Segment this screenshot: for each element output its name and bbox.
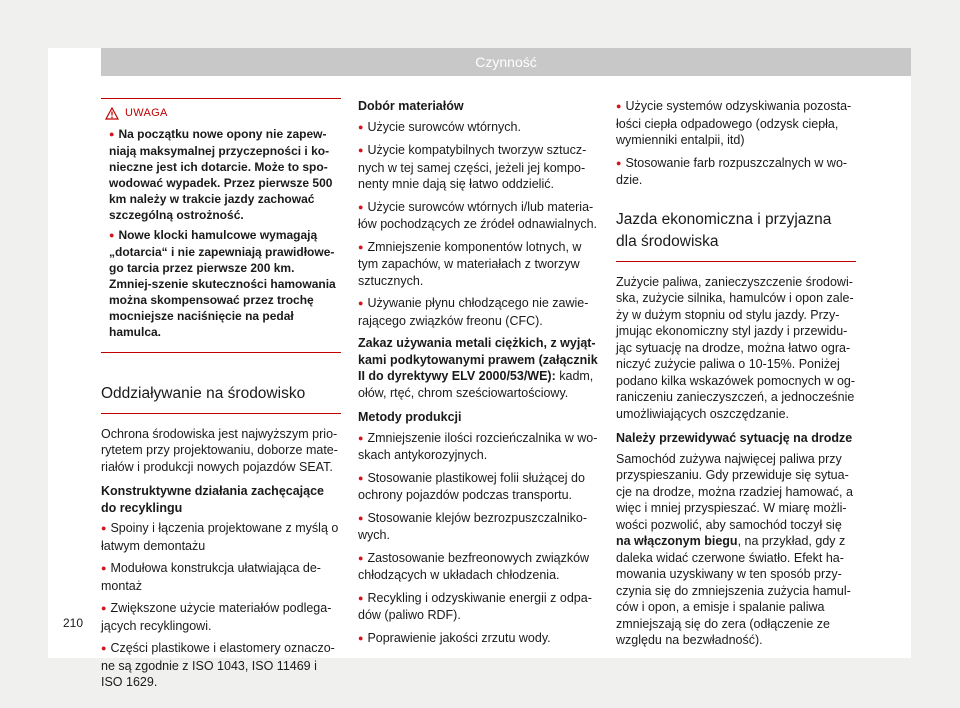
bullet-icon: ● (358, 432, 364, 443)
page-number: 210 (63, 616, 84, 630)
list-item-text: Zwiększone użycie materiałów podlega-jących recyklingowi. (101, 601, 332, 633)
list-item-text: Spoiny i łączenia projektowane z myślą o łatwym demontażu (101, 521, 339, 553)
bullet-icon: ● (358, 121, 364, 132)
bullet-icon: ● (358, 241, 364, 252)
list-item (358, 142, 598, 193)
paragraph-bold: na włączonym biegu (616, 534, 738, 548)
subheading-methods: Metody produkcji (358, 410, 462, 424)
list-item (358, 590, 598, 624)
list-item (358, 119, 598, 137)
warning-item (101, 126, 337, 223)
list-item-text: Zmniejszenie komponentów lotnych, w tym zapachów, w materiałach z tworzyw sztucznych. (358, 239, 582, 288)
bullet-icon: ● (358, 512, 364, 523)
list-item (358, 199, 598, 233)
list-item (101, 640, 341, 691)
list-item-text: Używanie płynu chłodzącego nie zawie-rającego związków freonu (CFC). (358, 296, 589, 328)
list-item (358, 295, 598, 329)
bullet-icon: ● (358, 298, 364, 308)
list-item-text: Stosowanie plastikowej folii służącej do ochrony pojazdów podczas transportu. (358, 470, 585, 502)
list-item (101, 520, 341, 554)
warning-triangle-icon (105, 107, 119, 120)
list-item (358, 239, 598, 290)
list-item (358, 430, 598, 464)
warning-item-text: Nowe klocki hamulcowe wymagają „dotarcia“ i nie zapewniają prawidłowe-go tarcia przez pierwsze 200 km. Zmniej-szenie skuteczności hamowania można skompensować przez trochę mocniejsze naciśnięcie na pedał hamulca. (109, 227, 336, 339)
list-item-text: Użycie kompatybilnych tworzyw sztucz-nych w tej samej części, jeżeli jej kompo-nenty mnie dają się łatwo oddzielić. (358, 143, 587, 191)
column-1 (101, 98, 341, 697)
section-title-line: Jazda ekonomiczna i przyjazna (616, 210, 832, 228)
section-intro: Ochrona środowiska jest najwyższym prio-rytetem przy projektowaniu, doborze mate-riałów i produkcji nowych pojazdów SEAT. (101, 426, 338, 474)
bullet-icon: ● (616, 157, 622, 168)
list-item (101, 560, 341, 594)
list-item-text: Poprawienie jakości zrzutu wody. (367, 630, 551, 645)
eco-intro: Zużycie paliwa, zanieczyszczenie środowi-ska, zużycie silnika, hamulców i opon zale-ży w dużym stopniu od stylu jazdy. Przy-jmując ekonomiczny styl jazdy i przewidu-jąc sytuację na drodze, można łatwo ogra-niczyć zużycie paliwa o 10-15%. Poniżej podano kilka wskazówek pomocnych w og-raniczeniu zanieczyszczeń, a jednocześnie umożliwiających oszczędzanie. (616, 274, 856, 421)
subheading-recycling: Konstruktywne działania zachęcające do recyklingu (101, 484, 325, 515)
bullet-icon: ● (616, 101, 622, 111)
anticipate-paragraph (616, 451, 856, 649)
list-item (101, 600, 341, 634)
chapter-title: Czynność (475, 54, 537, 70)
list-item-text: Użycie surowców wtórnych. (367, 119, 521, 134)
subheading-materials: Dobór materiałów (358, 99, 464, 113)
column-2 (358, 98, 598, 653)
warning-box (101, 98, 341, 353)
column-3 (616, 98, 856, 657)
list-item-text: Stosowanie klejów bezrozpuszczalniko-wych. (358, 510, 587, 542)
list-item-text: Użycie surowców wtórnych i/lub materia-łów pochodzących ze źródeł odnawialnych. (358, 199, 598, 231)
warning-title: UWAGA (125, 107, 168, 119)
heavy-metals-bold: Zakaz używania metali ciężkich, z wyjąt-kami podkytowanymi prawem (załącznik II do dyrektywy ELV 2000/53/WE): (358, 336, 598, 383)
bullet-icon: ● (109, 229, 115, 240)
bullet-icon: ● (101, 643, 107, 653)
list-item-text: Zastosowanie bezfreonowych związków chłodzących w układach chłodzenia. (358, 550, 590, 582)
list-item-text: Modułowa konstrukcja ułatwiająca de-montaż (101, 561, 321, 593)
list-item-text: Użycie systemów odzyskiwania pozosta-łości ciepła odpadowego (odzysk ciepła, wymienniki entalpii, itd) (616, 99, 852, 147)
warning-item-text: Na początku nowe opony nie zapew-niają maksymalnej przyczepności i ko-nieczne jest ich dotarcie. Może to spo-wodować wypadek. Przez pierwsze 500 km należy w trakcie jazdy zachować szczególną ostrożność. (109, 126, 333, 222)
section-title-environment: Oddziaływanie na środowisko (101, 383, 341, 414)
paragraph-text: Samochód zużywa najwięcej paliwa przy przyspieszaniu. Gdy przewiduje się sytua-cje na drodze, można rzadziej hamować, a więc i mniej przyspieszać. W miarę możli-wości pozwolić, aby samochód toczył się (616, 451, 853, 532)
warning-header (105, 105, 337, 122)
list-item-text: Zmniejszenie ilości rozcieńczalnika w wo-skach antykorozyjnych. (358, 430, 598, 462)
bullet-icon: ● (109, 128, 115, 139)
chapter-header (101, 48, 911, 76)
bullet-icon: ● (358, 145, 364, 155)
list-item (616, 98, 856, 149)
list-item-text: Stosowanie farb rozpuszczalnych w wo-dzie. (616, 155, 848, 187)
document-page (48, 48, 911, 689)
bullet-icon: ● (358, 632, 364, 643)
bullet-icon: ● (101, 603, 107, 613)
list-item (358, 510, 598, 544)
list-item (358, 630, 598, 648)
paragraph-text: , na przykład, gdy z daleka widać czerwone światło. Efekt ha-mowania uzyskiwany w ten sposób przy-czynia się do zmniejszenia zużycia hamul-ców i opon, a emisje i spalanie paliwa zmniejszają się do zera (odłączenie ze względu na bezwładność). (616, 534, 851, 647)
bullet-icon: ● (358, 552, 364, 563)
list-item (358, 470, 598, 504)
bullet-icon: ● (101, 563, 107, 573)
section-title-line: dla środowiska (616, 232, 719, 250)
subheading-anticipate: Należy przewidywać sytuację na drodze (616, 431, 853, 445)
list-item-text: Recykling i odzyskiwanie energii z odpa-dów (paliwo RDF). (358, 590, 592, 622)
list-item (616, 155, 856, 189)
list-item (358, 550, 598, 584)
bullet-icon: ● (358, 201, 364, 212)
heavy-metals-rest: kadm, ołów, rtęć, chrom sześciowartościowy. (358, 369, 594, 400)
bullet-icon: ● (101, 523, 107, 533)
list-item-text: Części plastikowe i elastomery oznaczo-ne są zgodnie z ISO 1043, ISO 11469 i ISO 1629. (101, 641, 335, 689)
bullet-icon: ● (358, 472, 364, 483)
heavy-metals-paragraph (358, 335, 598, 401)
bullet-icon: ● (358, 592, 364, 603)
section-title-eco-driving (616, 209, 856, 262)
warning-item (101, 227, 337, 340)
